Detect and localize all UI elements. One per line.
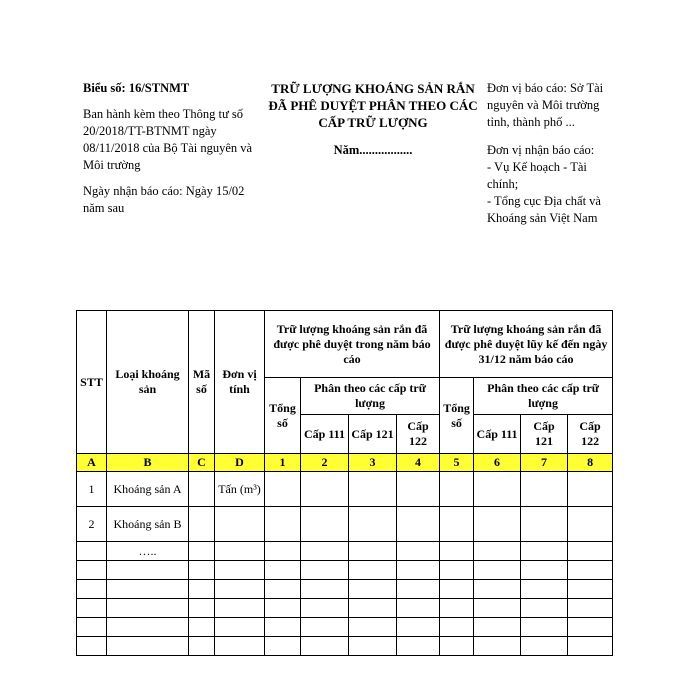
reserves-table <box>76 310 613 656</box>
table-cell <box>215 561 265 580</box>
table-cell <box>301 580 349 599</box>
table-cell <box>568 507 613 542</box>
table-cell <box>349 580 397 599</box>
table-cell <box>397 580 440 599</box>
table-cell <box>301 637 349 656</box>
index-cell: 1 <box>265 454 301 472</box>
index-cell: 3 <box>349 454 397 472</box>
row-code <box>189 507 215 542</box>
table-cell <box>440 507 474 542</box>
col-header-code: Mã số <box>189 311 215 454</box>
issued-with-text: Ban hành kèm theo Thông tư số 20/2018/TT-BTNMT ngày 08/11/2018 của Bộ Tài nguyên và Môi trường <box>83 107 253 172</box>
col-header-approved-in-year: Trữ lượng khoáng sản rắn đã được phê duyệt trong năm báo cáo <box>265 311 440 378</box>
col-header-grade-111-cumulative: Cấp 111 <box>474 415 521 454</box>
table-cell <box>568 618 613 637</box>
table-cell <box>265 542 301 561</box>
col-header-by-grade-cumulative: Phân theo các cấp trữ lượng <box>474 378 613 415</box>
table-cell <box>265 472 301 507</box>
table-cell <box>265 561 301 580</box>
table-cell <box>440 637 474 656</box>
row-mineral-name: Khoáng sản B <box>107 507 189 542</box>
table-cell <box>397 618 440 637</box>
table-cell <box>397 637 440 656</box>
table-cell <box>568 542 613 561</box>
index-cell: 6 <box>474 454 521 472</box>
index-cell: 8 <box>568 454 613 472</box>
table-cell <box>265 618 301 637</box>
index-cell: 5 <box>440 454 474 472</box>
header-left <box>83 80 263 226</box>
table-cell <box>301 618 349 637</box>
table-cell <box>521 507 568 542</box>
table-cell <box>215 580 265 599</box>
table-cell <box>521 637 568 656</box>
table-row <box>77 542 613 561</box>
table-cell <box>440 580 474 599</box>
table-cell <box>349 542 397 561</box>
header-right <box>487 80 612 227</box>
reporting-unit-text: Đơn vị báo cáo: Sở Tài nguyên và Môi trường tỉnh, thành phố ... <box>487 81 604 129</box>
table-cell <box>107 618 189 637</box>
table-cell <box>474 637 521 656</box>
table-row <box>77 507 613 542</box>
index-cell: 4 <box>397 454 440 472</box>
table-cell <box>301 507 349 542</box>
index-cell: D <box>215 454 265 472</box>
table-cell <box>107 580 189 599</box>
table-cell <box>521 580 568 599</box>
table-cell <box>474 561 521 580</box>
col-header-total-year: Tổng số <box>265 378 301 454</box>
table-cell <box>440 542 474 561</box>
table-cell <box>77 637 107 656</box>
table-cell <box>474 580 521 599</box>
col-header-grade-121-cumulative: Cấp 121 <box>521 415 568 454</box>
col-header-grade-121-year: Cấp 121 <box>349 415 397 454</box>
row-stt: 2 <box>77 507 107 542</box>
receiving-unit-1: - Vụ Kế hoạch - Tài chính; <box>487 160 587 191</box>
table-cell <box>77 580 107 599</box>
table-row <box>77 618 613 637</box>
row-code <box>189 472 215 507</box>
index-cell: 7 <box>521 454 568 472</box>
table-cell <box>215 542 265 561</box>
table-cell <box>189 599 215 618</box>
table-cell <box>397 561 440 580</box>
table-cell <box>215 599 265 618</box>
table-cell <box>77 542 107 561</box>
col-header-by-grade-year: Phân theo các cấp trữ lượng <box>301 378 440 415</box>
table-cell <box>440 472 474 507</box>
receive-date-text: Ngày nhận báo cáo: Ngày 15/02 năm sau <box>83 184 245 215</box>
col-header-grade-111-year: Cấp 111 <box>301 415 349 454</box>
table-cell <box>568 580 613 599</box>
row-unit: Tấn (m³) <box>215 472 265 507</box>
table-cell <box>189 542 215 561</box>
table-row <box>77 637 613 656</box>
row-mineral-name: Khoáng sản A <box>107 472 189 507</box>
col-header-grade-122-cumulative: Cấp 122 <box>568 415 613 454</box>
col-header-mineral-type: Loại khoáng sản <box>107 311 189 454</box>
table-cell <box>521 618 568 637</box>
table-cell <box>397 472 440 507</box>
row-ellipsis: ….. <box>107 542 189 561</box>
index-cell: B <box>107 454 189 472</box>
receiving-unit-2: - Tổng cục Địa chất và Khoáng sản Việt Nam <box>487 194 601 225</box>
row-stt: 1 <box>77 472 107 507</box>
table-cell <box>397 507 440 542</box>
col-header-unit: Đơn vị tính <box>215 311 265 454</box>
table-cell <box>301 542 349 561</box>
receiving-unit-block <box>487 142 612 227</box>
table-cell <box>568 561 613 580</box>
table-cell <box>265 599 301 618</box>
table-cell <box>189 637 215 656</box>
table-cell <box>474 472 521 507</box>
table-cell <box>189 618 215 637</box>
table-cell <box>77 561 107 580</box>
table-cell <box>301 561 349 580</box>
table-cell <box>107 561 189 580</box>
table-row <box>77 561 613 580</box>
table-cell <box>521 542 568 561</box>
table-cell <box>474 618 521 637</box>
table-cell <box>568 599 613 618</box>
header-center <box>268 80 478 159</box>
table-cell <box>349 599 397 618</box>
table-cell <box>107 599 189 618</box>
table-cell <box>189 561 215 580</box>
table-cell <box>568 472 613 507</box>
table-row <box>77 599 613 618</box>
table-cell <box>474 542 521 561</box>
table-cell <box>397 599 440 618</box>
table-cell <box>215 618 265 637</box>
row-unit <box>215 507 265 542</box>
table-cell <box>521 561 568 580</box>
col-header-total-cumulative: Tổng số <box>440 378 474 454</box>
table-cell <box>349 507 397 542</box>
table-cell <box>349 472 397 507</box>
index-cell: 2 <box>301 454 349 472</box>
table-cell <box>440 599 474 618</box>
table-cell <box>301 599 349 618</box>
table-cell <box>265 637 301 656</box>
table-cell <box>189 580 215 599</box>
table-row <box>77 580 613 599</box>
col-header-approved-cumulative: Trữ lượng khoáng sản rắn đã được phê duyệt lũy kế đến ngày 31/12 năm báo cáo <box>440 311 613 378</box>
table-cell <box>77 618 107 637</box>
table-cell <box>265 580 301 599</box>
table-cell <box>349 637 397 656</box>
table-cell <box>215 637 265 656</box>
table-cell <box>474 599 521 618</box>
table-cell <box>77 599 107 618</box>
report-year: Năm................. <box>333 143 413 157</box>
table-cell <box>440 618 474 637</box>
form-number: Biểu số: 16/STNMT <box>83 81 190 95</box>
index-cell: C <box>189 454 215 472</box>
col-header-stt: STT <box>77 311 107 454</box>
table-cell <box>349 561 397 580</box>
table-cell <box>301 472 349 507</box>
table-cell <box>265 507 301 542</box>
table-cell <box>521 472 568 507</box>
table-cell <box>107 637 189 656</box>
table-row <box>77 472 613 507</box>
table-cell <box>474 507 521 542</box>
table-cell <box>440 561 474 580</box>
table-cell <box>521 599 568 618</box>
table-cell <box>349 618 397 637</box>
receiving-unit-label: Đơn vị nhận báo cáo: <box>487 143 595 157</box>
column-index-row <box>77 454 613 472</box>
col-header-grade-122-year: Cấp 122 <box>397 415 440 454</box>
table-cell <box>397 542 440 561</box>
index-cell: A <box>77 454 107 472</box>
table-cell <box>568 637 613 656</box>
report-title: TRỮ LƯỢNG KHOÁNG SẢN RẮN ĐÃ PHÊ DUYỆT PHÂN THEO CÁC CẤP TRỮ LƯỢNG <box>268 81 478 130</box>
